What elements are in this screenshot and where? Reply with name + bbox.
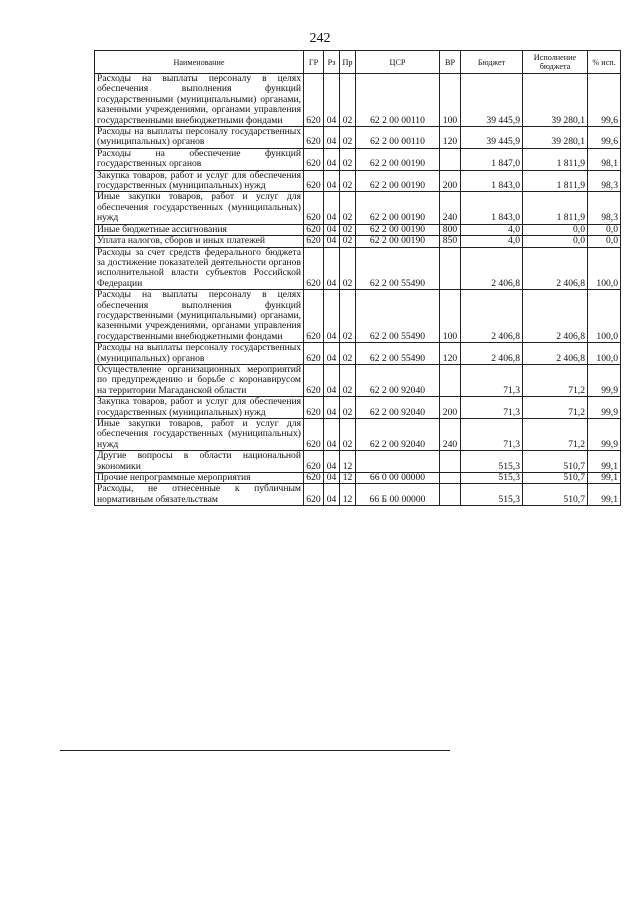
table-row [95,192,621,224]
table-row [95,127,621,149]
cell-pr: 02 [340,192,356,224]
cell-rz: 04 [324,192,340,224]
cell-name: Уплата налогов, сборов и иных платежей [95,236,304,247]
cell-pr: 02 [340,397,356,419]
table-row [95,343,621,365]
cell-csr: 62 2 00 00190 [356,224,440,235]
table-row [95,473,621,484]
cell-vr [440,451,461,473]
cell-name: Закупка товаров, работ и услуг для обеспечения государственных (муниципальных) нужд [95,170,304,192]
table-row [95,170,621,192]
cell-percent: 0,0 [588,224,621,235]
table-header-row [95,51,621,74]
cell-percent: 99,1 [588,473,621,484]
cell-gr: 620 [304,192,324,224]
cell-gr: 620 [304,419,324,451]
cell-name: Расходы на обеспечение функций государственных органов [95,148,304,170]
header-csr: ЦСР [356,51,440,74]
header-vr: ВР [440,51,461,74]
cell-pr: 02 [340,148,356,170]
cell-vr: 120 [440,127,461,149]
cell-percent: 99,9 [588,397,621,419]
cell-percent: 99,6 [588,127,621,149]
cell-gr: 620 [304,236,324,247]
cell-execution: 2 406,8 [523,247,588,290]
cell-vr: 240 [440,192,461,224]
table-row [95,247,621,290]
cell-budget: 515,3 [461,473,523,484]
table-row [95,397,621,419]
cell-pr: 02 [340,224,356,235]
cell-vr: 800 [440,224,461,235]
cell-budget: 71,3 [461,364,523,396]
cell-gr: 620 [304,224,324,235]
cell-gr: 620 [304,170,324,192]
cell-csr: 66 0 00 00000 [356,473,440,484]
table-row [95,290,621,343]
cell-name: Прочие непрограммные мероприятия [95,473,304,484]
cell-rz: 04 [324,127,340,149]
cell-vr [440,364,461,396]
cell-gr: 620 [304,473,324,484]
cell-pr: 02 [340,127,356,149]
cell-csr: 62 2 00 55490 [356,343,440,365]
cell-csr: 62 2 00 00190 [356,192,440,224]
cell-budget: 1 847,0 [461,148,523,170]
cell-csr: 62 2 00 92040 [356,397,440,419]
cell-percent: 99,6 [588,74,621,127]
header-percent: % исп. [588,51,621,74]
cell-vr [440,148,461,170]
cell-csr: 62 2 00 55490 [356,290,440,343]
page-number: 242 [309,31,331,46]
cell-csr: 62 2 00 00190 [356,236,440,247]
cell-budget: 1 843,0 [461,192,523,224]
footer-rule [60,750,450,751]
table-row [95,224,621,235]
cell-budget: 515,3 [461,484,523,506]
cell-percent: 99,1 [588,451,621,473]
cell-pr: 02 [340,419,356,451]
cell-gr: 620 [304,343,324,365]
cell-csr [356,451,440,473]
cell-execution: 510,7 [523,473,588,484]
cell-name: Расходы на выплаты персоналу в целях обеспечения выполнения функций государственными (муниципальными) органами, казенными учреждениями, органами управления государственными внебюджетными фондами [95,74,304,127]
cell-percent: 0,0 [588,236,621,247]
table-body [95,74,621,506]
table-row [95,236,621,247]
cell-name: Осуществление организационных мероприятий по предупреждению и борьбе с коронавирусом на территории Магаданской области [95,364,304,396]
cell-pr: 02 [340,170,356,192]
cell-execution: 71,2 [523,364,588,396]
cell-pr: 12 [340,484,356,506]
cell-budget: 2 406,8 [461,247,523,290]
cell-csr: 66 Б 00 00000 [356,484,440,506]
cell-vr: 100 [440,74,461,127]
cell-percent: 99,9 [588,364,621,396]
cell-budget: 39 445,9 [461,74,523,127]
cell-vr [440,247,461,290]
cell-percent: 99,9 [588,419,621,451]
cell-vr [440,473,461,484]
cell-budget: 71,3 [461,419,523,451]
cell-pr: 02 [340,343,356,365]
header-gr: ГР [304,51,324,74]
cell-percent: 98,1 [588,148,621,170]
cell-rz: 04 [324,473,340,484]
cell-pr: 02 [340,74,356,127]
cell-percent: 98,3 [588,192,621,224]
cell-name: Иные закупки товаров, работ и услуг для обеспечения государственных (муниципальных) нужд [95,419,304,451]
cell-budget: 2 406,8 [461,290,523,343]
cell-execution: 2 406,8 [523,290,588,343]
cell-rz: 04 [324,290,340,343]
cell-gr: 620 [304,397,324,419]
cell-gr: 620 [304,484,324,506]
cell-gr: 620 [304,290,324,343]
cell-execution: 39 280,1 [523,74,588,127]
cell-rz: 04 [324,364,340,396]
cell-pr: 12 [340,451,356,473]
table-row [95,419,621,451]
cell-gr: 620 [304,148,324,170]
cell-gr: 620 [304,127,324,149]
cell-name: Закупка товаров, работ и услуг для обеспечения государственных (муниципальных) нужд [95,397,304,419]
cell-vr: 200 [440,170,461,192]
cell-name: Расходы на выплаты персоналу государственных (муниципальных) органов [95,127,304,149]
header-rz: Рз [324,51,340,74]
cell-rz: 04 [324,170,340,192]
cell-name: Иные бюджетные ассигнования [95,224,304,235]
table-row [95,451,621,473]
cell-percent: 100,0 [588,247,621,290]
cell-csr: 62 2 00 00110 [356,74,440,127]
cell-vr: 100 [440,290,461,343]
cell-budget: 1 843,0 [461,170,523,192]
cell-name: Расходы на выплаты персоналу в целях обеспечения выполнения функций государственными (муниципальными) органами, казенными учреждениями, органами управления государственными внебюджетными фондами [95,290,304,343]
cell-execution: 1 811,9 [523,148,588,170]
cell-percent: 98,3 [588,170,621,192]
cell-gr: 620 [304,247,324,290]
cell-name: Расходы на выплаты персоналу государственных (муниципальных) органов [95,343,304,365]
cell-execution: 510,7 [523,484,588,506]
cell-name: Иные закупки товаров, работ и услуг для обеспечения государственных (муниципальных) нужд [95,192,304,224]
cell-rz: 04 [324,484,340,506]
cell-execution: 71,2 [523,419,588,451]
cell-vr [440,484,461,506]
cell-execution: 510,7 [523,451,588,473]
cell-execution: 71,2 [523,397,588,419]
header-pr: Пр [340,51,356,74]
cell-budget: 2 406,8 [461,343,523,365]
cell-csr: 62 2 00 55490 [356,247,440,290]
cell-pr: 12 [340,473,356,484]
cell-gr: 620 [304,364,324,396]
budget-table [94,50,621,506]
cell-gr: 620 [304,451,324,473]
cell-csr: 62 2 00 92040 [356,419,440,451]
cell-budget: 39 445,9 [461,127,523,149]
table-row [95,484,621,506]
cell-vr: 240 [440,419,461,451]
cell-budget: 515,3 [461,451,523,473]
cell-gr: 620 [304,74,324,127]
cell-execution: 2 406,8 [523,343,588,365]
cell-name: Расходы, не отнесенные к публичным нормативным обязательствам [95,484,304,506]
cell-rz: 04 [324,451,340,473]
cell-budget: 4,0 [461,224,523,235]
cell-pr: 02 [340,247,356,290]
cell-percent: 99,1 [588,484,621,506]
cell-pr: 02 [340,290,356,343]
cell-pr: 02 [340,236,356,247]
table-row [95,364,621,396]
cell-csr: 62 2 00 00190 [356,170,440,192]
cell-pr: 02 [340,364,356,396]
header-name: Наименование [95,51,304,74]
cell-rz: 04 [324,74,340,127]
cell-csr: 62 2 00 00190 [356,148,440,170]
cell-rz: 04 [324,224,340,235]
table-row [95,148,621,170]
cell-execution: 0,0 [523,224,588,235]
cell-budget: 71,3 [461,397,523,419]
cell-name: Расходы за счет средств федерального бюджета за достижение показателей деятельности органов исполнительной власти субъектов Российской Федерации [95,247,304,290]
cell-rz: 04 [324,419,340,451]
cell-csr: 62 2 00 00110 [356,127,440,149]
table-row [95,74,621,127]
cell-rz: 04 [324,148,340,170]
cell-rz: 04 [324,236,340,247]
header-budget: Бюджет [461,51,523,74]
cell-rz: 04 [324,247,340,290]
cell-rz: 04 [324,397,340,419]
cell-execution: 1 811,9 [523,192,588,224]
cell-execution: 1 811,9 [523,170,588,192]
cell-percent: 100,0 [588,343,621,365]
cell-name: Другие вопросы в области национальной экономики [95,451,304,473]
cell-budget: 4,0 [461,236,523,247]
cell-csr: 62 2 00 92040 [356,364,440,396]
cell-vr: 850 [440,236,461,247]
cell-rz: 04 [324,343,340,365]
cell-percent: 100,0 [588,290,621,343]
cell-execution: 0,0 [523,236,588,247]
header-execution: Исполнение бюджета [523,51,588,74]
cell-vr: 200 [440,397,461,419]
cell-execution: 39 280,1 [523,127,588,149]
cell-vr: 120 [440,343,461,365]
